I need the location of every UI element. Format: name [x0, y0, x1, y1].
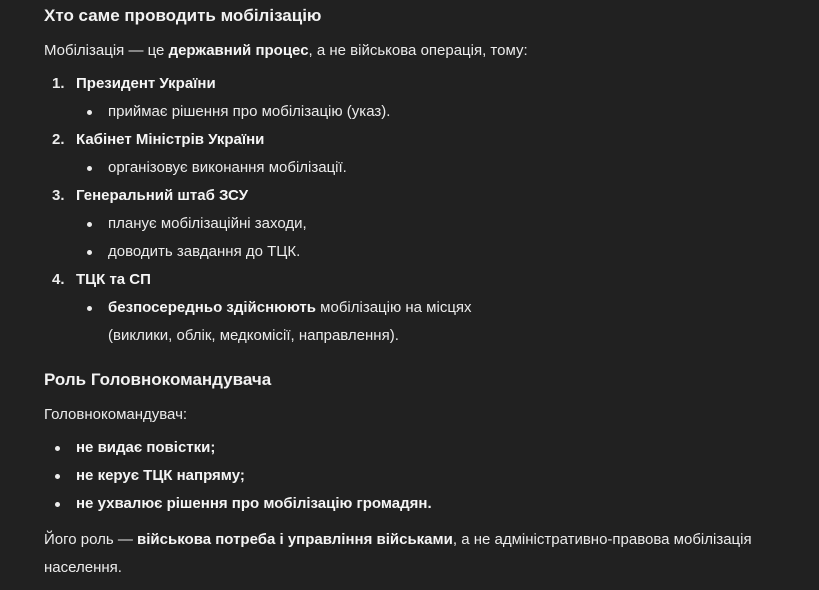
bullet-text: не ухвалює рішення про мобілізацію громадян.: [76, 495, 432, 512]
intro-prefix: Мобілізація — це: [44, 42, 169, 59]
section-heading-commander-role: Роль Головнокомандувача: [44, 370, 272, 389]
list-item: [44, 490, 784, 518]
closing-suffix: , а не адміністративно-правова мобілізація: [452, 531, 752, 548]
list-item: [44, 182, 784, 266]
sub-item-rest: мобілізацію на місцях: [316, 299, 472, 316]
item-number: 4.: [52, 271, 65, 288]
list-item: [44, 126, 784, 182]
sub-list-item: доводить завдання до ТЦК.: [76, 238, 784, 266]
sub-list-item: приймає рішення про мобілізацію (указ).: [76, 98, 784, 126]
authority-list: [44, 70, 784, 350]
item-title: Генеральний штаб ЗСУ: [76, 187, 249, 204]
list-item: [44, 462, 784, 490]
bullet-text: не керує ТЦК напряму;: [76, 467, 245, 484]
intro-suffix: , а не військова операція, тому:: [308, 42, 528, 59]
closing-prefix: Його роль —: [44, 531, 138, 548]
item-number: 2.: [52, 131, 65, 148]
bullet-text: не видає повістки;: [76, 439, 216, 456]
commander-bullets: [44, 434, 784, 518]
item-title: ТЦК та СП: [76, 271, 151, 288]
list-item: [44, 70, 784, 126]
intro-paragraph: [44, 37, 528, 65]
intro-bold: державний процес: [168, 42, 309, 59]
sub-list: [76, 154, 784, 182]
closing-bold: військова потреба і управління військами: [137, 531, 453, 548]
closing-line2: населення.: [44, 559, 122, 576]
sub-item-line2: (виклики, облік, медкомісії, направлення).: [108, 327, 399, 344]
item-number: 1.: [52, 75, 65, 92]
closing-paragraph: [44, 526, 804, 582]
sub-list: [76, 98, 784, 126]
sub-list-item: організовує виконання мобілізації.: [76, 154, 784, 182]
sub-list-item: [76, 294, 784, 350]
sub-item-bold: безпосередньо здійснюють: [108, 299, 316, 316]
item-title: Президент України: [76, 75, 216, 92]
item-title: Кабінет Міністрів України: [76, 131, 265, 148]
sub-list: [76, 210, 784, 266]
sub-list: [76, 294, 784, 350]
commander-intro: Головнокомандувач:: [44, 406, 188, 423]
list-item: [44, 434, 784, 462]
section-heading-who-mobilizes: Хто саме проводить мобілізацію: [44, 6, 322, 25]
list-item: [44, 266, 784, 350]
item-number: 3.: [52, 187, 65, 204]
sub-list-item: планує мобілізаційні заходи,: [76, 210, 784, 238]
